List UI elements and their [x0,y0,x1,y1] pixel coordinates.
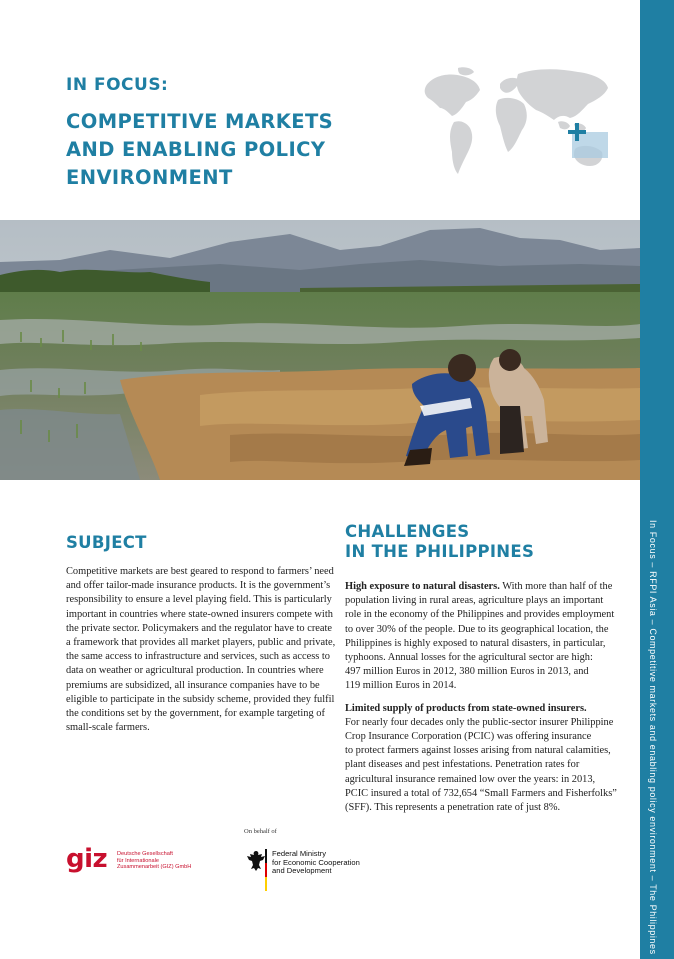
bmz-logo [244,849,384,894]
paragraph-lead: High exposure to natural disasters. [345,581,500,592]
subject-line: a framework that provides all market players, public and private, [66,637,336,649]
on-behalf-label: On behalf of [244,828,277,835]
paragraph-line: agricultural insurance remained low over the years: in 2013, [345,773,596,785]
paragraph-line: to over 30% of the people. Due to its geographical location, the [345,623,609,635]
title-line: COMPETITIVE MARKETS [66,110,334,133]
paragraph-line: population living in rural areas, agriculture plays an important [345,595,604,607]
paragraph-line: plant diseases and pest infestations. Penetration rates for [345,759,580,771]
paragraph-text: With more than half of the [499,581,613,592]
giz-wordmark: giz [66,844,108,874]
giz-name-line: für Internationale [117,857,159,864]
giz-logo [66,846,206,876]
paragraph-line: role in the economy of the Philippines and provides employment [345,609,615,621]
paragraph-first-line [345,580,617,594]
paragraph-first-line [345,702,617,716]
paragraph-line: typhoons. Annual losses for the agricultural sector are high: [345,652,593,664]
subject-line: Competitive markets are best geared to respond to farmers’ need [66,566,334,577]
giz-name-line: Deutsche Gesellschaft [117,851,173,857]
subject-line: data on weather or agricultural production. In countries where [66,665,324,677]
sidebar-caption-text: In Focus – RFPI Asia – Competitive markets and enabling policy environment – The Philippines [648,520,658,955]
subject-line: premiums are subsidized, all insurance companies have to be [66,679,320,691]
subject-line: important in countries where state-owned insurers compete with [66,608,333,620]
federal-eagle-icon [244,849,268,893]
giz-name [117,851,191,871]
subject-line: the same access to infrastructure and services, such as access to [66,651,330,663]
subject-line: small-scale farmers. [66,722,150,734]
sidebar-caption [648,520,666,955]
title-line: AND ENABLING POLICY [66,138,326,161]
paragraph-lead: Limited supply of products from state-owned insurers. [345,702,587,714]
challenges-heading [345,522,534,562]
bmz-name-line: for Economic Cooperation [272,857,360,867]
subject-line: and offer tailor-made insurance products. It is the government’s [66,580,331,592]
rice-field-photo [0,220,640,480]
subject-line: the conditions set by the government, for example targeting of [66,708,325,720]
bmz-name-line: Federal Ministry [272,849,327,858]
kicker: IN FOCUS: [66,75,169,95]
paragraph-line: 497 million Euros in 2012, 380 million Euros in 2013, and [345,666,589,678]
challenges-heading-line: IN THE PHILIPPINES [345,542,535,561]
subject-line: the private sector. Policymakers and the regulator have to create [66,622,333,634]
challenges-heading-line: CHALLENGES [345,522,470,541]
subject-line: eligible to participate in the subsidy scheme, provided they fulfil [66,693,335,705]
title-line: ENVIRONMENT [66,166,233,189]
subject-heading-text: SUBJECT [66,533,147,552]
paragraph-line: to protect farmers against losses arising from natural calamities, [345,745,611,757]
subject-heading [66,533,147,553]
paragraph-line: PCIC insured a total of 732,654 “Small Farmers and Fisherfolks” [345,787,617,799]
paragraph-line: For nearly four decades only the public-sector insurer Philippine [345,716,614,728]
paragraph-line: Philippines is highly exposed to natural disasters, in particular, [345,637,606,649]
challenges-body [345,580,617,815]
giz-name-line: Zusammenarbeit (GIZ) GmbH [117,864,192,871]
bmz-name [272,850,360,876]
paragraph-line: Crop Insurance Corporation (PCIC) was offering insurance [345,731,592,743]
world-map-icon [418,64,614,194]
bmz-name-line: and Development [272,866,332,876]
subject-line: responsibility to ensure a level playing field. This is particularly [66,594,332,606]
paragraph-line: 119 million Euros in 2014. [345,680,457,692]
page-title [66,108,396,192]
paragraph-line: (SFF). This represents a penetration rate of just 8%. [345,802,561,814]
subject-body [66,565,335,735]
